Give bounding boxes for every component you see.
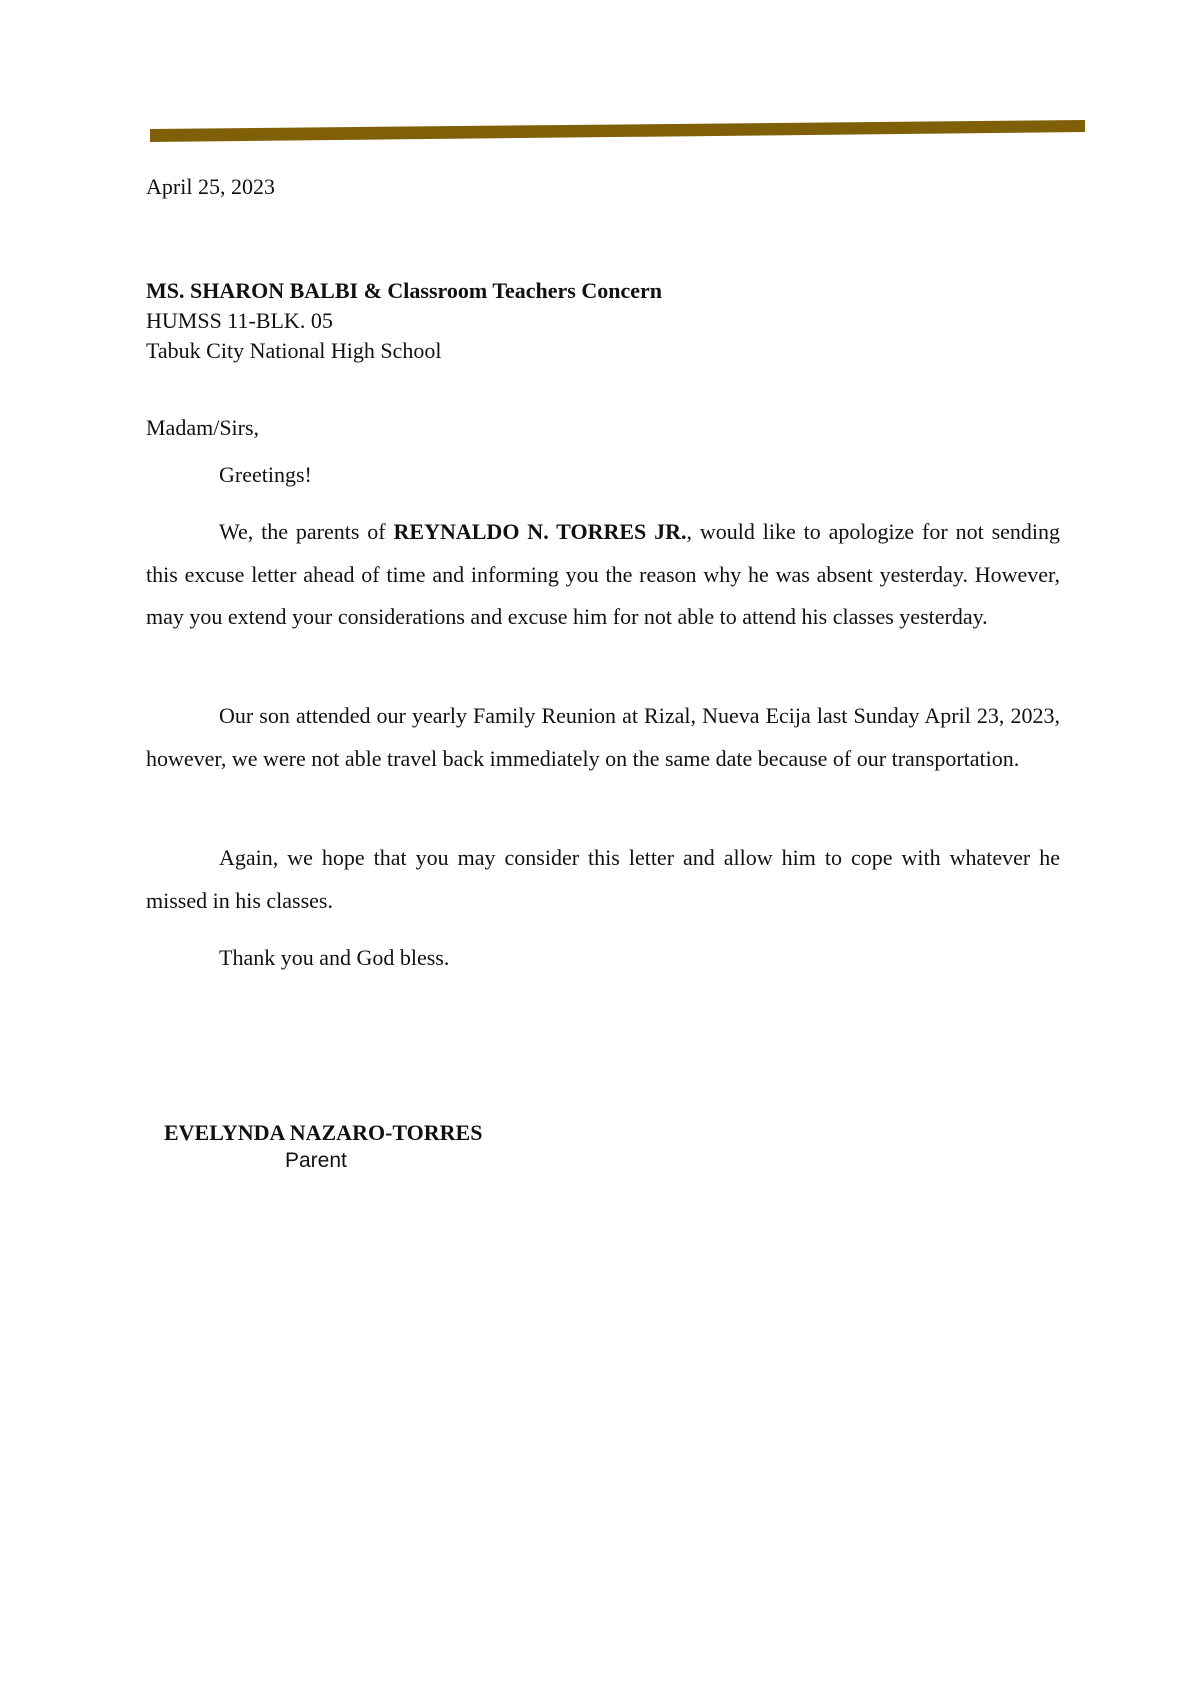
recipient-name: MS. SHARON BALBI & Classroom Teachers Concern <box>146 278 663 303</box>
body-paragraph-request: Again, we hope that you may consider this letter and allow him to cope with whatever he missed in his classes. <box>146 845 1060 913</box>
recipient-school: Tabuk City National High School <box>146 338 442 363</box>
signature-name: EVELYNDA NAZARO-TORRES <box>164 1120 483 1145</box>
greeting: Greetings! <box>219 462 312 487</box>
body-paragraph-reason: Our son attended our yearly Family Reunion at Rizal, Nueva Ecija last Sunday April 23, 2023, however, we were not able travel back immediately on the same date because of our transportation. <box>146 703 1060 771</box>
paragraph-text: We, the parents of <box>219 519 394 544</box>
paragraph-text: , would like to apologize for not sending this excuse letter ahead of time and informing you the reason why he was absent yesterday. However, may you extend your considerations and excuse him for not able to attend his classes yesterday. <box>146 519 1061 629</box>
body-paragraph-closing: Thank you and God bless. <box>219 945 450 970</box>
header-decorative-rule <box>150 117 1085 147</box>
student-name: REYNALDO N. TORRES JR. <box>393 519 687 544</box>
salutation: Madam/Sirs, <box>146 415 260 440</box>
header-rule-bar <box>150 120 1085 142</box>
body-paragraph-apology <box>146 511 1060 639</box>
recipient-section: HUMSS 11-BLK. 05 <box>146 308 333 333</box>
signature-role: Parent <box>285 1149 347 1172</box>
letter-date: April 25, 2023 <box>146 174 275 199</box>
